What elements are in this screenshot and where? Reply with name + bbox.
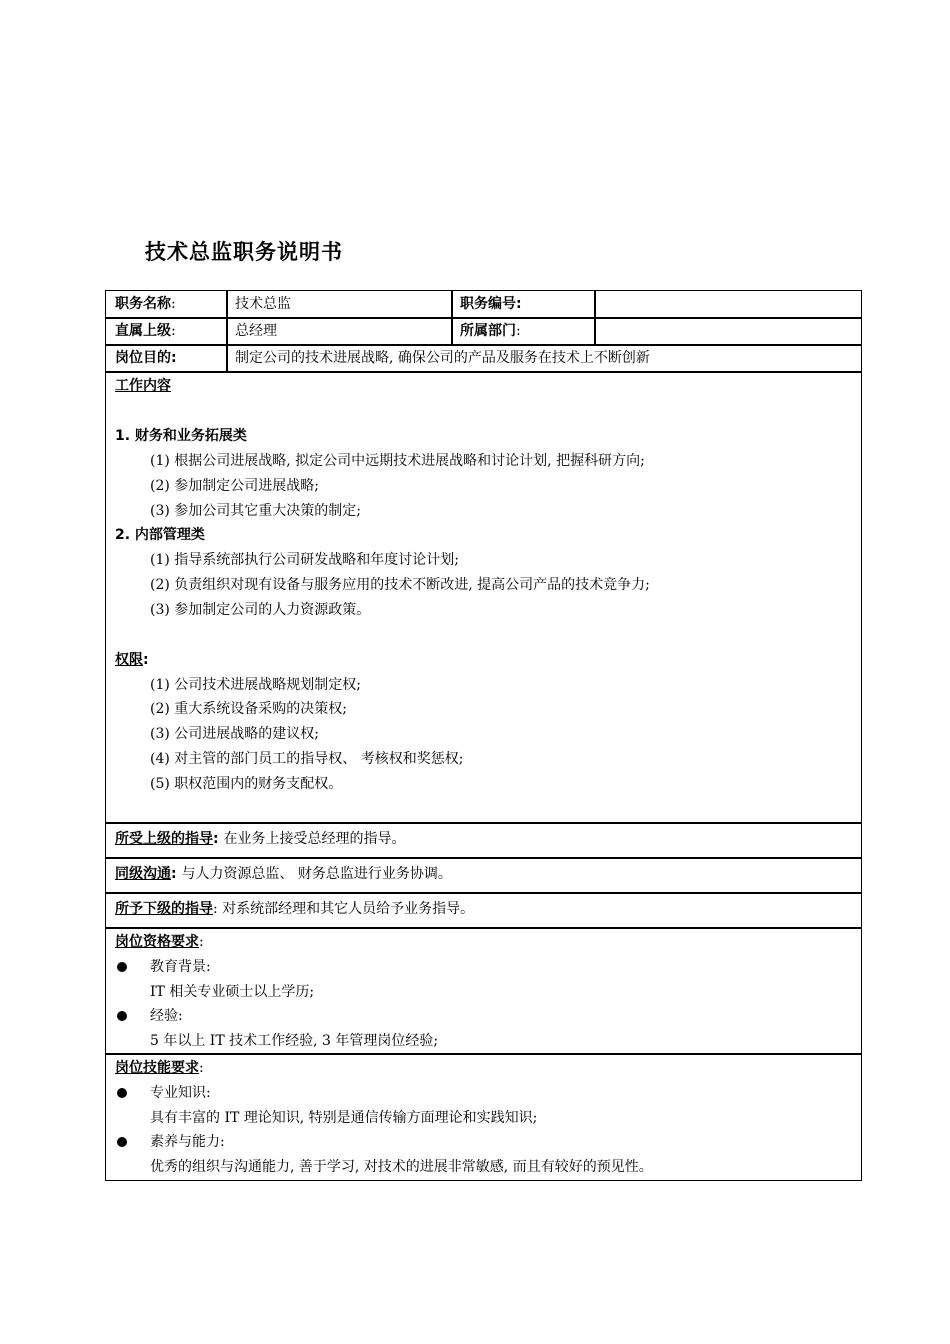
purpose-label: 岗位目的:: [115, 350, 177, 366]
row-divider: [105, 317, 862, 319]
bullet-icon: [117, 1137, 127, 1147]
table-border-top: [105, 290, 862, 291]
list-item: IT 相关专业硕士以上学历;: [150, 984, 315, 1000]
peer-communication-row: 同级沟通: 与人力资源总监、 财务总监进行业务协调。: [115, 866, 452, 882]
page-title: 技术总监职务说明书: [145, 240, 343, 264]
list-item: (2) 负责组织对现有设备与服务应用的技术不断改进, 提高公司产品的技术竞争力;: [150, 577, 650, 593]
column-divider: [226, 290, 228, 371]
list-item: (2) 参加制定公司进展战略;: [150, 478, 319, 494]
bullet-icon: [117, 1011, 127, 1021]
list-item: (3) 公司进展战略的建议权;: [150, 726, 319, 742]
row-divider: [105, 857, 862, 859]
section-title: 1. 财务和业务拓展类: [115, 428, 247, 444]
row-divider: [105, 1053, 862, 1055]
row-divider: [105, 927, 862, 929]
department-label: 所属部门:: [460, 323, 521, 339]
authority-heading: 权限:: [115, 652, 149, 668]
list-item: 经验:: [150, 1008, 183, 1024]
list-item: (4) 对主管的部门员工的指导权、 考核权和奖惩权;: [150, 751, 464, 767]
job-name-label: 职务名称:: [115, 296, 176, 312]
column-divider: [594, 290, 596, 344]
guidance-up-row: 所受上级的指导: 在业务上接受总经理的指导。: [115, 831, 406, 847]
purpose-value: 制定公司的技术进展战略, 确保公司的产品及服务在技术上不断创新: [235, 350, 650, 366]
superior-label: 直属上级:: [115, 323, 176, 339]
list-item: (1) 指导系统部执行公司研发战略和年度讨论计划;: [150, 552, 459, 568]
row-divider: [105, 822, 862, 824]
list-item: (3) 参加公司其它重大决策的制定;: [150, 503, 361, 519]
list-item: 专业知识:: [150, 1085, 211, 1101]
column-divider: [451, 290, 453, 344]
list-item: 优秀的组织与沟通能力, 善于学习, 对技术的进展非常敏感, 而且有较好的预见性。: [150, 1159, 653, 1175]
bullet-icon: [117, 1088, 127, 1098]
superior-value: 总经理: [235, 323, 277, 339]
work-content-heading: 工作内容: [115, 378, 171, 394]
row-divider: [105, 371, 862, 373]
row-divider: [105, 344, 862, 346]
job-name-value: 技术总监: [235, 296, 291, 312]
row-divider: [105, 892, 862, 894]
list-item: 素养与能力:: [150, 1134, 225, 1150]
list-item: 教育背景:: [150, 959, 211, 975]
list-item: (5) 职权范围内的财务支配权。: [150, 776, 343, 792]
qualification-heading: 岗位资格要求:: [115, 934, 204, 950]
list-item: (3) 参加制定公司的人力资源政策。: [150, 602, 371, 618]
guidance-down-row: 所予下级的指导: 对系统部经理和其它人员给予业务指导。: [115, 901, 475, 917]
list-item: (1) 公司技术进展战略规划制定权;: [150, 677, 361, 693]
list-item: 具有丰富的 IT 理论知识, 特别是通信传输方面理论和实践知识;: [150, 1110, 538, 1126]
bullet-icon: [117, 962, 127, 972]
list-item: (2) 重大系统设备采购的决策权;: [150, 701, 347, 717]
list-item: 5 年以上 IT 技术工作经验, 3 年管理岗位经验;: [150, 1033, 439, 1049]
job-code-label: 职务编号:: [460, 296, 522, 312]
list-item: (1) 根据公司进展战略, 拟定公司中远期技术进展战略和讨论计划, 把握科研方向;: [150, 453, 645, 469]
section-title: 2. 内部管理类: [115, 527, 205, 543]
skills-heading: 岗位技能要求:: [115, 1060, 204, 1076]
